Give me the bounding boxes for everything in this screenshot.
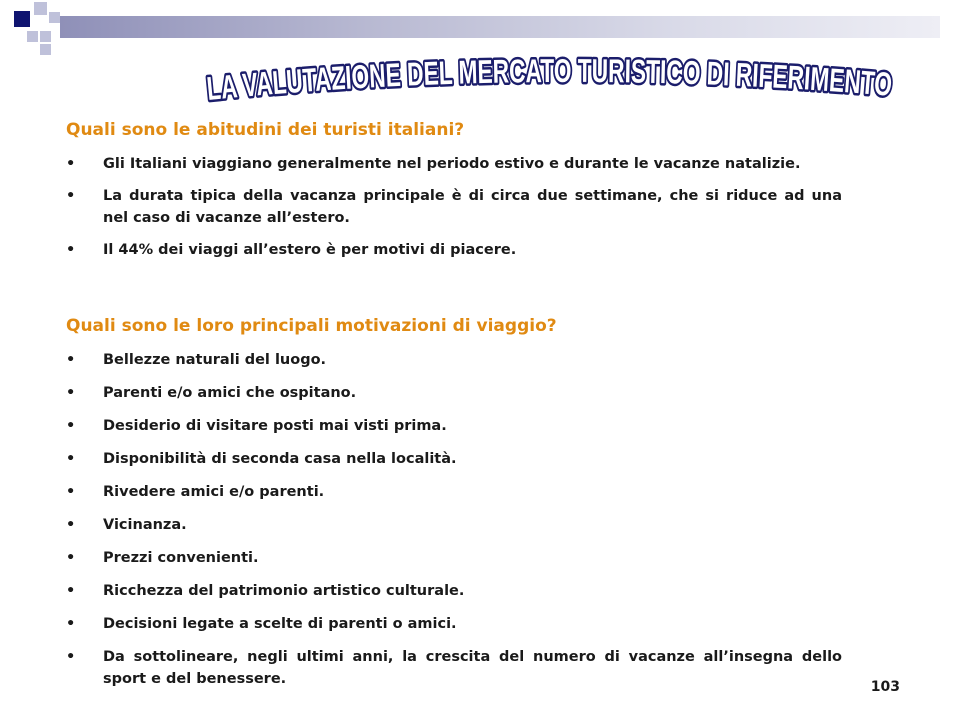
list-item [64,239,842,261]
bullet-text: Prezzi convenienti. [103,550,259,566]
list-item [64,349,842,371]
bullet-text: La durata tipica della vacanza principale è di circa due settimane, che si riduce ad una nel caso di vacanze all’estero. [103,188,842,226]
list-item [64,185,842,229]
bullet-dot: • [66,451,76,467]
bullet-dot: • [66,583,76,599]
list-item [64,580,842,602]
list-item [64,153,842,175]
page-number: 103 [870,679,900,695]
bullet-text: Disponibilità di seconda casa nella località. [103,451,457,467]
bullet-text: Decisioni legate a scelte di parenti o amici. [103,616,457,632]
bullet-text: Rivedere amici e/o parenti. [103,484,325,500]
bullet-text: Ricchezza del patrimonio artistico culturale. [103,583,465,599]
decorative-square [34,2,47,15]
decorative-square [14,11,30,27]
bullet-dot: • [66,418,76,434]
decorative-square [40,31,51,42]
bullet-list-motivazioni [64,349,842,690]
bullet-dot: • [66,242,76,258]
bullet-dot: • [66,156,76,172]
bullet-dot: • [66,352,76,368]
bullet-text: Da sottolineare, negli ultimi anni, la crescita del numero di vacanze all’insegna dello sport e del benessere. [103,649,842,687]
bullet-text: Vicinanza. [103,517,187,533]
bullet-dot: • [66,649,76,665]
decorative-square [27,31,38,42]
section-heading-abitudini: Quali sono le abitudini dei turisti italiani? [66,120,465,140]
bullet-dot: • [66,385,76,401]
bullet-dot: • [66,484,76,500]
list-item [64,646,842,690]
slide-title [180,38,920,118]
svg-text:LA VALUTAZIONE DEL MERCATO TUR [205,51,902,107]
section-heading-motivazioni: Quali sono le loro principali motivazioni di viaggio? [66,316,557,336]
decorative-square [40,44,51,55]
bullet-dot: • [66,188,76,204]
bullet-dot: • [66,517,76,533]
bullet-text: Desiderio di visitare posti mai visti prima. [103,418,447,434]
bullet-dot: • [66,616,76,632]
bullet-text: Bellezze naturali del luogo. [103,352,327,368]
list-item [64,415,842,437]
list-item [64,382,842,404]
header-gradient-bar [60,16,940,38]
bullet-text: Il 44% dei viaggi all’estero è per motivi di piacere. [103,242,517,258]
list-item [64,613,842,635]
list-item [64,448,842,470]
bullet-dot: • [66,550,76,566]
list-item [64,481,842,503]
bullet-text: Gli Italiani viaggiano generalmente nel periodo estivo e durante le vacanze natalizie. [103,156,801,172]
bullet-text: Parenti e/o amici che ospitano. [103,385,357,401]
bullet-list-abitudini [64,153,842,261]
decorative-square [49,12,60,23]
slide-title-text: LA VALUTAZIONE DEL MERCATO TURISTICO DI RIFERIMENTO [205,51,902,107]
list-item [64,514,842,536]
list-item [64,547,842,569]
